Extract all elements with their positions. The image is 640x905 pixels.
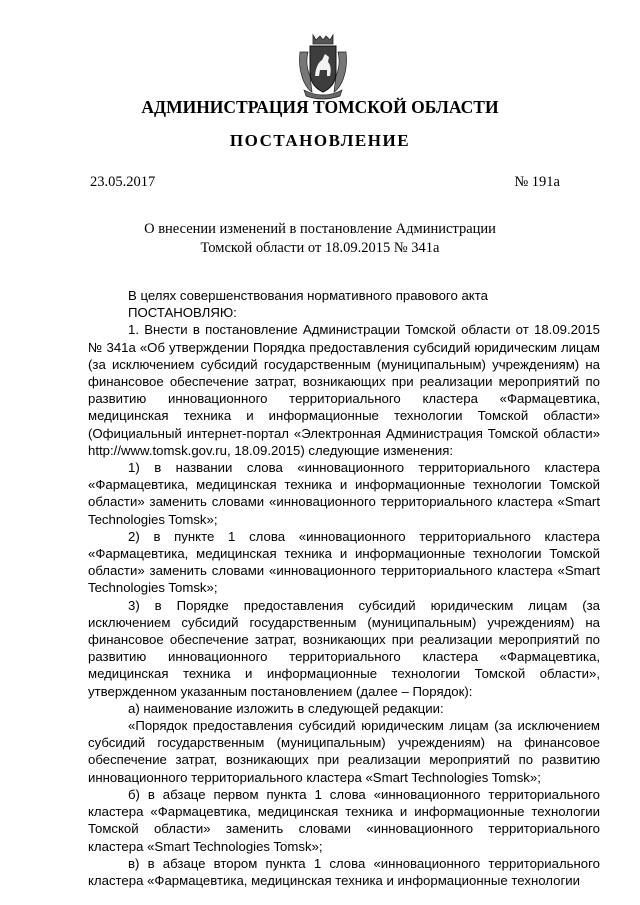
paragraph: а) наименование изложить в следующей редакции: (128, 700, 444, 716)
paragraph: ПОСТАНОВЛЯЮ: (128, 305, 237, 321)
paragraph: 3) в Порядке предоставления субсидий юридическим лицам (за исключением субсидий государственным (муниципальным) учреждениям) на финансовое обеспечение затрат, возникающих при реализации мероприятий по развитию инновационного территориального кластера «Фармацевтика, медицинская техника и информационные технологии Томской области», утвержденном указанным постановлением (далее – Порядок): (88, 597, 600, 699)
document-body (88, 287, 600, 889)
paragraph: в) в абзаце втором пункта 1 слова «инновационного территориального кластера «Фармацевтика, медицинская техника и информационные технологии (88, 855, 600, 888)
paragraph: В целях совершенствования нормативного правового акта (128, 288, 488, 303)
subject-line: О внесении изменений в постановление Администрации (144, 221, 496, 237)
document-type: ПОСТАНОВЛЕНИЕ (229, 131, 411, 150)
paragraph: 2) в пункте 1 слова «инновационного территориального кластера «Фармацевтика, медицинская техника и информационные технологии Томской области» заменить словами «инновационного территориального кластера «Smart Technologies Tomsk»; (88, 528, 600, 596)
document-subject (0, 220, 640, 257)
subject-line: Томской области от 18.09.2015 № 341а (200, 239, 440, 256)
organization-title: АДМИНИСТРАЦИЯ ТОМСКОЙ ОБЛАСТИ (141, 97, 499, 117)
paragraph: б) в абзаце первом пункта 1 слова «инновационного территориального кластера «Фармацевтика, медицинская техника и информационные технологии Томской области» заменить словами «инновационного территориального кластера «Smart Technologies Tomsk»; (88, 786, 600, 854)
coat-of-arms-icon (296, 32, 350, 100)
paragraph: 1) в названии слова «инновационного территориального кластера «Фармацевтика, медицинская техника и информационные технологии Томской области» заменить словами «инновационного территориального кластера «Smart Technologies Tomsk»; (88, 460, 600, 527)
paragraph: «Порядок предоставления субсидий юридическим лицам (за исключением субсидий государственным (муниципальным) учреждениям) на финансовое обеспечение затрат, возникающих при реализации мероприятий по развитию инновационного территориального кластера «Smart Technologies Tomsk»; (88, 718, 600, 785)
document-number: № 191а (514, 174, 560, 190)
paragraph: 1. Внести в постановление Администрации Томской области от 18.09.2015 № 341а «Об утверждении Порядка предоставления субсидий юридическим лицам (за исключением субсидий государственным (муниципальным) учреждениям) на финансовое обеспечение затрат, возникающих при реализации мероприятий по развитию инновационного территориального кластера «Фармацевтика, медицинская техника и информационные технологии Томской области» (Официальный интернет-портал «Электронная Администрация Томской области» http://www.tomsk.gov.ru, 18.09.2015) следующие изменения: (88, 322, 600, 458)
document-date: 23.05.2017 (90, 174, 156, 190)
